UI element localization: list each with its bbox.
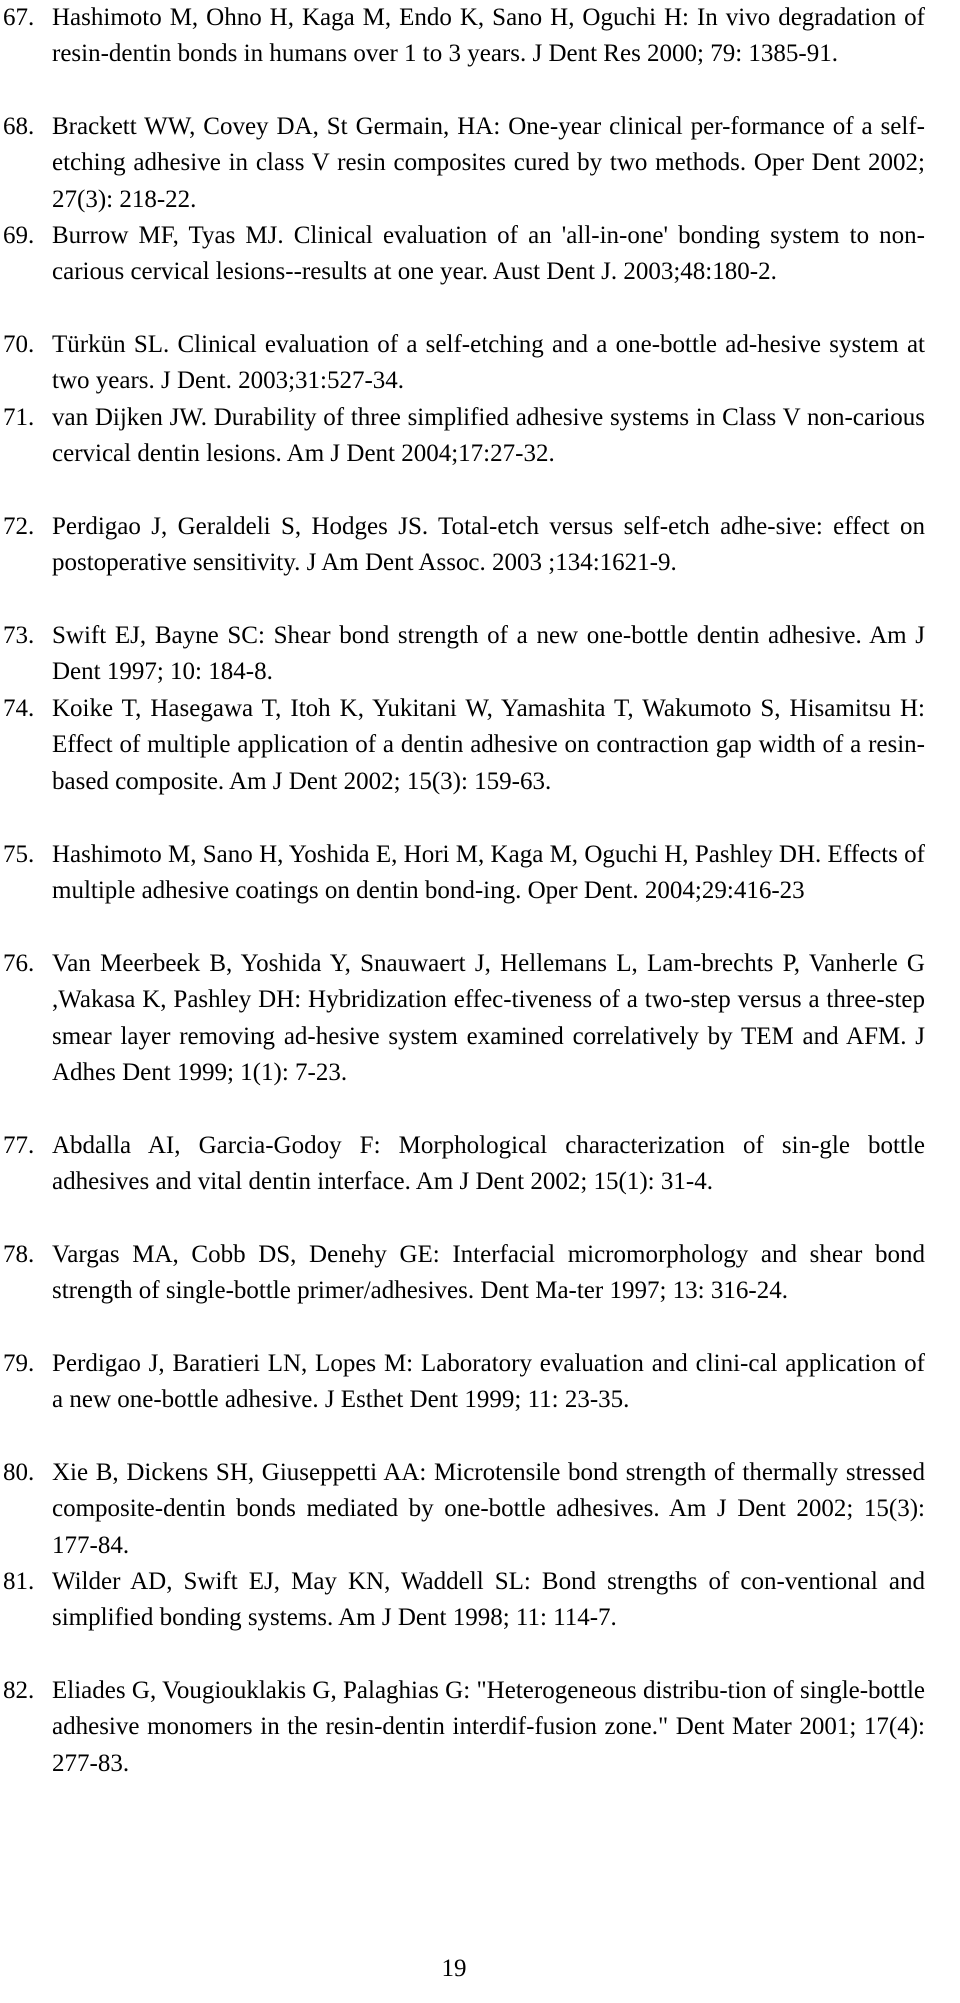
page-number: 19	[441, 1955, 467, 1982]
reference-text: Perdigao J, Baratieri LN, Lopes M: Laboratory evaluation and clini-cal application of a new one-bottle adhesive. J Esthet Dent 1999; 11: 23-35.	[52, 1350, 925, 1414]
reference-item	[3, 1673, 925, 1782]
reference-text: Vargas MA, Cobb DS, Denehy GE: Interfacial micromorphology and shear bond strength of single-bottle primer/adhesives. Dent Ma-ter 1997; 13: 316-24.	[52, 1241, 925, 1305]
reference-text: Brackett WW, Covey DA, St Germain, HA: One-year clinical per-formance of a self-etching adhesive in class V resin composites cured by two methods. Oper Dent 2002; 27(3): 218-22.	[52, 113, 925, 213]
reference-item	[3, 1128, 925, 1201]
reference-item	[3, 1564, 925, 1637]
reference-text: Eliades G, Vougiouklakis G, Palaghias G: "Heterogeneous distribu-tion of single-bottle adhesive monomers in the resin-dentin interdif-fusion zone." Dent Mater 2001; 17(4): 277-83.	[52, 1677, 925, 1777]
reference-item	[3, 1455, 925, 1564]
reference-number: 80.	[3, 1459, 35, 1486]
reference-number: 75.	[3, 841, 35, 868]
reference-text: Perdigao J, Geraldeli S, Hodges JS. Total-etch versus self-etch adhe-sive: effect on postoperative sensitivity. J Am Dent Assoc. 2003 ;134:1621-9.	[52, 513, 925, 577]
reference-number: 70.	[3, 331, 35, 358]
reference-text: Xie B, Dickens SH, Giuseppetti AA: Microtensile bond strength of thermally stressed composite-dentin bonds mediated by one-bottle adhesives. Am J Dent 2002; 15(3): 177-84.	[52, 1459, 925, 1559]
reference-number: 69.	[3, 222, 35, 249]
reference-number: 74.	[3, 695, 35, 722]
reference-text: van Dijken JW. Durability of three simplified adhesive systems in Class V non-carious cervical dentin lesions. Am J Dent 2004;17:27-32.	[52, 404, 925, 468]
reference-number: 68.	[3, 113, 35, 140]
reference-number: 71.	[3, 404, 35, 431]
reference-item	[3, 837, 925, 910]
reference-text: Hashimoto M, Sano H, Yoshida E, Hori M, Kaga M, Oguchi H, Pashley DH. Effects of multiple adhesive coatings on dentin bond-ing. Oper Dent. 2004;29:416-23	[52, 841, 925, 905]
reference-text: Hashimoto M, Ohno H, Kaga M, Endo K, Sano H, Oguchi H: In vivo degradation of resin-dentin bonds in humans over 1 to 3 years. J Dent Res 2000; 79: 1385-91.	[52, 4, 925, 68]
reference-item	[3, 691, 925, 800]
reference-item	[3, 400, 925, 473]
reference-text: Koike T, Hasegawa T, Itoh K, Yukitani W, Yamashita T, Wakumoto S, Hisamitsu H: Effect of multiple application of a dentin adhesive on contraction gap width of a resin-based composite. Am J Dent 2002; 15(3): 159-63.	[52, 695, 925, 795]
reference-item	[3, 327, 925, 400]
reference-item	[3, 109, 925, 218]
reference-number: 72.	[3, 513, 35, 540]
reference-number: 76.	[3, 950, 35, 977]
reference-number: 67.	[3, 4, 35, 31]
reference-text: Abdalla AI, Garcia-Godoy F: Morphological characterization of sin-gle bottle adhesives and vital dentin interface. Am J Dent 2002; 15(1): 31-4.	[52, 1132, 925, 1196]
reference-item	[3, 218, 925, 291]
reference-number: 82.	[3, 1677, 35, 1704]
reference-text: Burrow MF, Tyas MJ. Clinical evaluation of an 'all-in-one' bonding system to non-carious cervical lesions--results at one year. Aust Dent J. 2003;48:180-2.	[52, 222, 925, 286]
reference-number: 79.	[3, 1350, 35, 1377]
reference-number: 78.	[3, 1241, 35, 1268]
reference-item	[3, 1237, 925, 1310]
reference-text: Türkün SL. Clinical evaluation of a self-etching and a one-bottle ad-hesive system at two years. J Dent. 2003;31:527-34.	[52, 331, 925, 395]
reference-text: Van Meerbeek B, Yoshida Y, Snauwaert J, Hellemans L, Lam-brechts P, Vanherle G ,Wakasa K, Pashley DH: Hybridization effec-tiveness of a two-step versus a three-step smear layer removing ad-hesive system examined correlatively by TEM and AFM. J Adhes Dent 1999; 1(1): 7-23.	[52, 950, 925, 1087]
reference-text: Wilder AD, Swift EJ, May KN, Waddell SL: Bond strengths of con-ventional and simplified bonding systems. Am J Dent 1998; 11: 114-7.	[52, 1568, 925, 1632]
reference-number: 77.	[3, 1132, 35, 1159]
reference-number: 81.	[3, 1568, 35, 1595]
reference-item	[3, 946, 925, 1092]
reference-item	[3, 1346, 925, 1419]
reference-text: Swift EJ, Bayne SC: Shear bond strength of a new one-bottle dentin adhesive. Am J Dent 1997; 10: 184-8.	[52, 622, 925, 686]
reference-item	[3, 0, 925, 73]
reference-number: 73.	[3, 622, 35, 649]
reference-item	[3, 509, 925, 582]
reference-item	[3, 618, 925, 691]
